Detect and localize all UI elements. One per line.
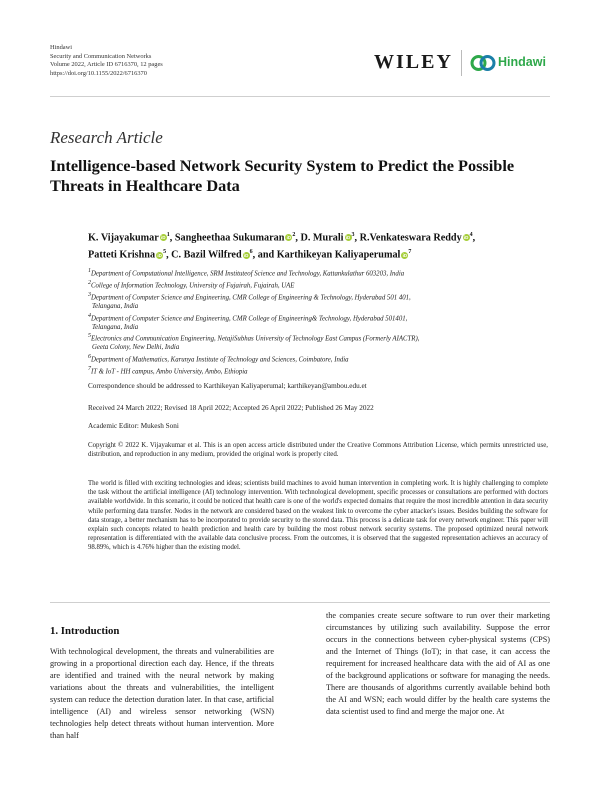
author-affil-mark: 6 (249, 249, 253, 256)
section-heading: 1. Introduction (50, 625, 120, 637)
author-connector: and (257, 249, 275, 261)
volume-info: Volume 2022, Article ID 6716370, 12 pages (50, 61, 163, 69)
affiliation-number: 7 (88, 365, 91, 372)
body-column-right: the companies create secure software to run over their marketing circumstances by utilizing such availability. Suppose the error occurs in the connections between cyber-physical systems (CPS) and the Internet of Things (IoT); in that case, it can access the requirement for increased healthcare data with the aid of AI as one of the background applications or software for managing the needs. There are thousands of algorithms currently available behind both the AI and WSN; each would differ by the health care systems the data scientist used to find and merge the major one. At (326, 611, 550, 716)
affiliation-number: 3 (88, 291, 91, 298)
author-affil-mark: 4 (469, 232, 473, 238)
hindawi-logo-text: Hindawi (498, 55, 546, 69)
affiliation-text: Electronics and Communication Engineering, NetajiSubhas University of Technology East Campus (Formerly AIACTR), (91, 335, 420, 343)
orcid-icon[interactable]: iD (402, 252, 408, 258)
header-divider (50, 96, 550, 97)
orcid-icon[interactable]: iD (157, 252, 162, 258)
affiliation-text: Department of Computational Intelligence, SRM Instituteof Science and Technology, Kattankulathur 603203, India (91, 270, 405, 278)
affiliation-text: IT & IoT - HH campus, Ambo University, Ambo, Ethiopia (91, 368, 248, 376)
affiliation-item (88, 267, 538, 279)
article-title: Intelligence-based Network Security System to Predict the Possible Threats in Healthcare Data (50, 156, 515, 195)
orcid-icon[interactable]: iD (161, 235, 166, 241)
affiliation-item (88, 312, 538, 333)
doi-link[interactable]: https://doi.org/10.1155/2022/6716370 (50, 69, 147, 77)
article-type: Research Article (50, 128, 163, 147)
author-name: R.Venkateswara Reddy (359, 232, 462, 244)
affiliation-number: 5 (88, 333, 91, 340)
author-name: Patteti Krishna (88, 249, 156, 261)
author-name: Sangheethaa Sukumaran (174, 232, 285, 244)
affiliation-number: 2 (88, 279, 91, 286)
affiliation-number: 1 (88, 268, 91, 274)
orcid-icon[interactable]: iD (243, 252, 249, 258)
journal-name: Security and Communication Networks (50, 52, 152, 60)
affiliation-number: 6 (88, 353, 91, 360)
body-column-left: With technological development, the threats and vulnerabilities are growing in a proportional direction each day. Hence, if the threats are identified and trained with the neural network by making variations about the threats and vulnerabilities, the intelligent system can reduce the detection duration later. In that case, artificial intelligence (AI) and wireless sensor networking (WSN) technologies help detect threats without human intervention. More than half (50, 647, 274, 740)
academic-editor: Academic Editor: Mukesh Soni (88, 422, 179, 430)
author-name: C. Bazil Wilfred (171, 249, 242, 261)
author-affil-mark: 3 (351, 232, 355, 238)
affiliation-text: Department of Computer Science and Engineering, CMR College of Engineering& Technology, Hyderabad 501401, (91, 314, 408, 322)
author-name: Karthikeyan Kaliyaperumal (276, 249, 401, 261)
affiliation-item (88, 332, 538, 353)
author-affil-mark: 1 (166, 232, 170, 238)
author-name: K. Vijayakumar (88, 232, 159, 244)
abstract-text: The world is filled with exciting technologies and ideas; scientists build machines to avoid human intervention in completing work. It is highly challenging to complete the task without the artificial intelligence (AI) technology intervention. With technological development, specific processes or consultations are performed with doctors available worldwide. In this scenario, it could be noticed that health care is one of the world's expected domains that require the most incredible attention in data security while performing data transfer. Nodes in the network are considered based on the weakest link to overcome the cyber attacker's issues. Besides building the software for data storage, a better mechanism has to be incorporated to provide security to the stored data. This process is a delicate task for every network engineer. This paper will explain such concepts related to health prediction and health care by building the most robust network security systems. The proposed optimized neural network representation is differentiated with the available data conclusive process. From the outcomes, it is observed that the suggested representation achieves an accuracy of 98.89%, which is 4.76% higher than the existing model. (88, 480, 548, 552)
affiliation-list (88, 267, 538, 377)
affiliation-text: Geeta Colony, New Delhi, India (92, 344, 180, 352)
affiliation-number: 4 (88, 312, 91, 319)
orcid-icon[interactable]: iD (463, 235, 469, 241)
publication-dates: Received 24 March 2022; Revised 18 April 2022; Accepted 26 April 2022; Published 26 May 2022 (88, 404, 374, 412)
abstract-divider (50, 602, 550, 603)
copyright-notice: Copyright © 2022 K. Vijayakumar et al. This is an open access article distributed under the Creative Commons Attribution License, which permits unrestricted use, distribution, and reproduction in any medium, provided the original work is properly cited. (88, 442, 548, 459)
affiliation-text: Department of Computer Science and Engineering, CMR College of Engineering & Technology, Hyderabad 501 401, (91, 294, 411, 302)
publisher-logos (374, 50, 554, 76)
author-affil-mark: 2 (292, 232, 296, 238)
orcid-icon[interactable]: iD (345, 235, 351, 241)
affiliation-text: Department of Mathematics, Karunya Institute of Technology and Sciences, Coimbatore, India (91, 356, 349, 364)
affiliation-item (88, 279, 538, 291)
author-list: K. Vijayakumar $iD^1$, Sangheethaa Sukumaran $iD^2$, D. Murali $iD^3$, R.Venkateswara Reddy $iD^4$, Patteti Krishna $iD^5$, C. Bazil Wilfred $iD^6$, and Karthikeyan Kaliyaperumal $iD^7$ (88, 232, 476, 261)
wiley-logo: WILEY (374, 51, 453, 73)
affiliation-item (88, 291, 538, 312)
correspondence: Correspondence should be addressed to Karthikeyan Kaliyaperumal; karthikeyan@ambou.edu.et (88, 382, 367, 390)
affiliation-item (88, 365, 538, 377)
hindawi-logo-icon (470, 52, 496, 74)
author-affil-mark: 5 (163, 249, 167, 256)
author-name: D. Murali (300, 232, 344, 244)
affiliation-text: Telangana, India (92, 323, 139, 331)
logo-divider (461, 50, 462, 76)
orcid-icon[interactable]: iD (286, 235, 292, 241)
journal-header (50, 44, 163, 78)
affiliation-text: Telangana, India (92, 302, 139, 310)
affiliation-item (88, 353, 538, 365)
author-affil-mark: 7 (408, 249, 412, 256)
publisher-name: Hindawi (50, 44, 73, 51)
affiliation-text: College of Information Technology, University of Fujairah, Fujairah, UAE (91, 282, 295, 290)
